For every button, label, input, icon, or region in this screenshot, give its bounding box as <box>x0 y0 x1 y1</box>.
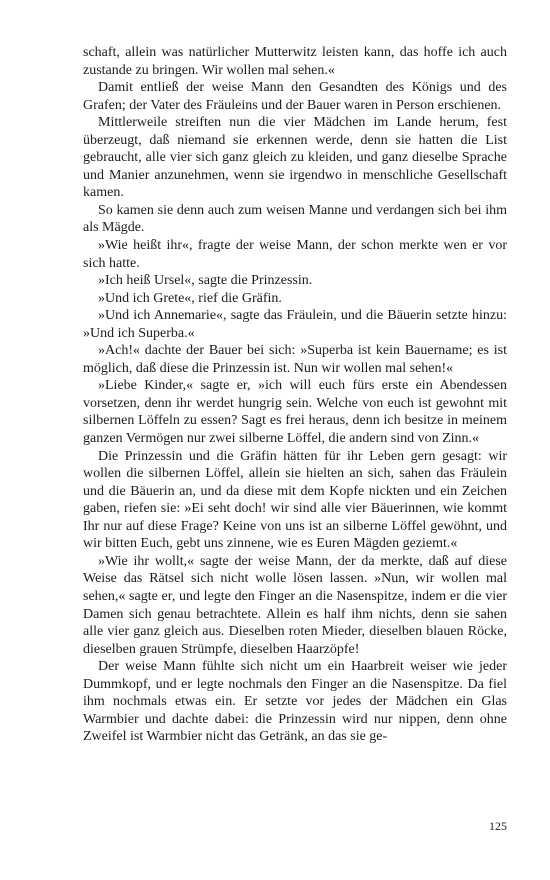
paragraph-11: Die Prinzessin und die Gräfin hätten für ihr Leben gern gesagt: wir wollen die silbernen Löffel, allein sie hielten an sich, sahen das Fräulein und die Bäuerin an, und da diese mit dem Kopfe nickten und ein Zeichen gaben, riefen sie: »Ei seht doch! wir sind alle vier Bäuerinnen, wie kommt Ihr nur auf diese Frage? Keine von uns ist an silberne Löffel gewöhnt, und wir bitten Euch, gebt uns zinnene, wie es Euren Mägden geziemt.« <box>83 448 507 552</box>
paragraph-12: »Wie ihr wollt,« sagte der weise Mann, der da merkte, daß auf diese Weise das Rätsel sich nicht wolle lösen lassen. »Nun, wir wollen mal sehen,« sagte er, und legte den Finger an die Nasenspitze, indem er die vier Damen sich genau betrachtete. Allein es half ihm nichts, denn sie sahen alle vier ganz gleich aus. Dieselben roten Mieder, dieselben blauen Röcke, dieselben grauen Strümpfe, dieselben Haarzöpfe! <box>83 553 507 657</box>
body-text <box>83 44 507 746</box>
paragraph-1: schaft, allein was natürlicher Mutterwitz leisten kann, das hoffe ich auch zustande zu bringen. Wir wollen mal sehen.« <box>83 45 507 78</box>
paragraph-13: Der weise Mann fühlte sich nicht um ein Haarbreit weiser wie jeder Dummkopf, und er legte nochmals den Finger an die Nasenspitze. Da fiel ihm nochmals etwas ein. Er setzte vor jedes der Mädchen ein Glas Warmbier und dachte dabei: die Prinzessin wird nur nippen, denn ohne Zweifel ist Warmbier nicht das Getränk, an das sie ge- <box>83 659 507 745</box>
paragraph-3: Mittlerweile streiften nun die vier Mädchen im Lande herum, fest überzeugt, daß niemand sie erkennen werde, denn sie hatten die List gebraucht, alle vier sich ganz gleich zu kleiden, und ganz dieselbe Sprache und Manier anzunehmen, wenn sie irgendwo in menschliche Gesellschaft kamen. <box>83 115 507 201</box>
paragraph-8: »Und ich Annemarie«, sagte das Fräulein, und die Bäuerin setzte hinzu: »Und ich Superba.« <box>83 308 507 341</box>
paragraph-6: »Ich heiß Ursel«, sagte die Prinzessin. <box>98 273 313 289</box>
paragraph-10: »Liebe Kinder,« sagte er, »ich will euch fürs erste ein Abendessen vorsetzen, denn ihr werdet hungrig sein. Welche von euch ist gewohnt mit silbernen Löffeln zu essen? Sagt es frei heraus, denn ich besitze in meinem ganzen Vermögen nur zwei silberne Löffel, die andern sind von Zinn.« <box>83 378 507 447</box>
paragraph-4: So kamen sie denn auch zum weisen Manne und verdangen sich bei ihm als Mägde. <box>83 202 507 236</box>
paragraph-7: »Und ich Grete«, rief die Gräfin. <box>98 290 282 306</box>
book-page <box>83 44 507 844</box>
page-number: 125 <box>489 819 507 833</box>
paragraph-2: Damit entließ der weise Mann den Gesandten des Königs und des Grafen; der Vater des Fräuleins und der Bauer waren in Person erschienen. <box>83 80 507 113</box>
paragraph-9: »Ach!« dachte der Bauer bei sich: »Superba ist kein Bauername; es ist möglich, daß diese die Prinzessin ist. Nun wir wollen mal sehen!« <box>83 343 507 376</box>
paragraph-5: »Wie heißt ihr«, fragte der weise Mann, der schon merkte wen er vor sich hatte. <box>83 238 507 271</box>
